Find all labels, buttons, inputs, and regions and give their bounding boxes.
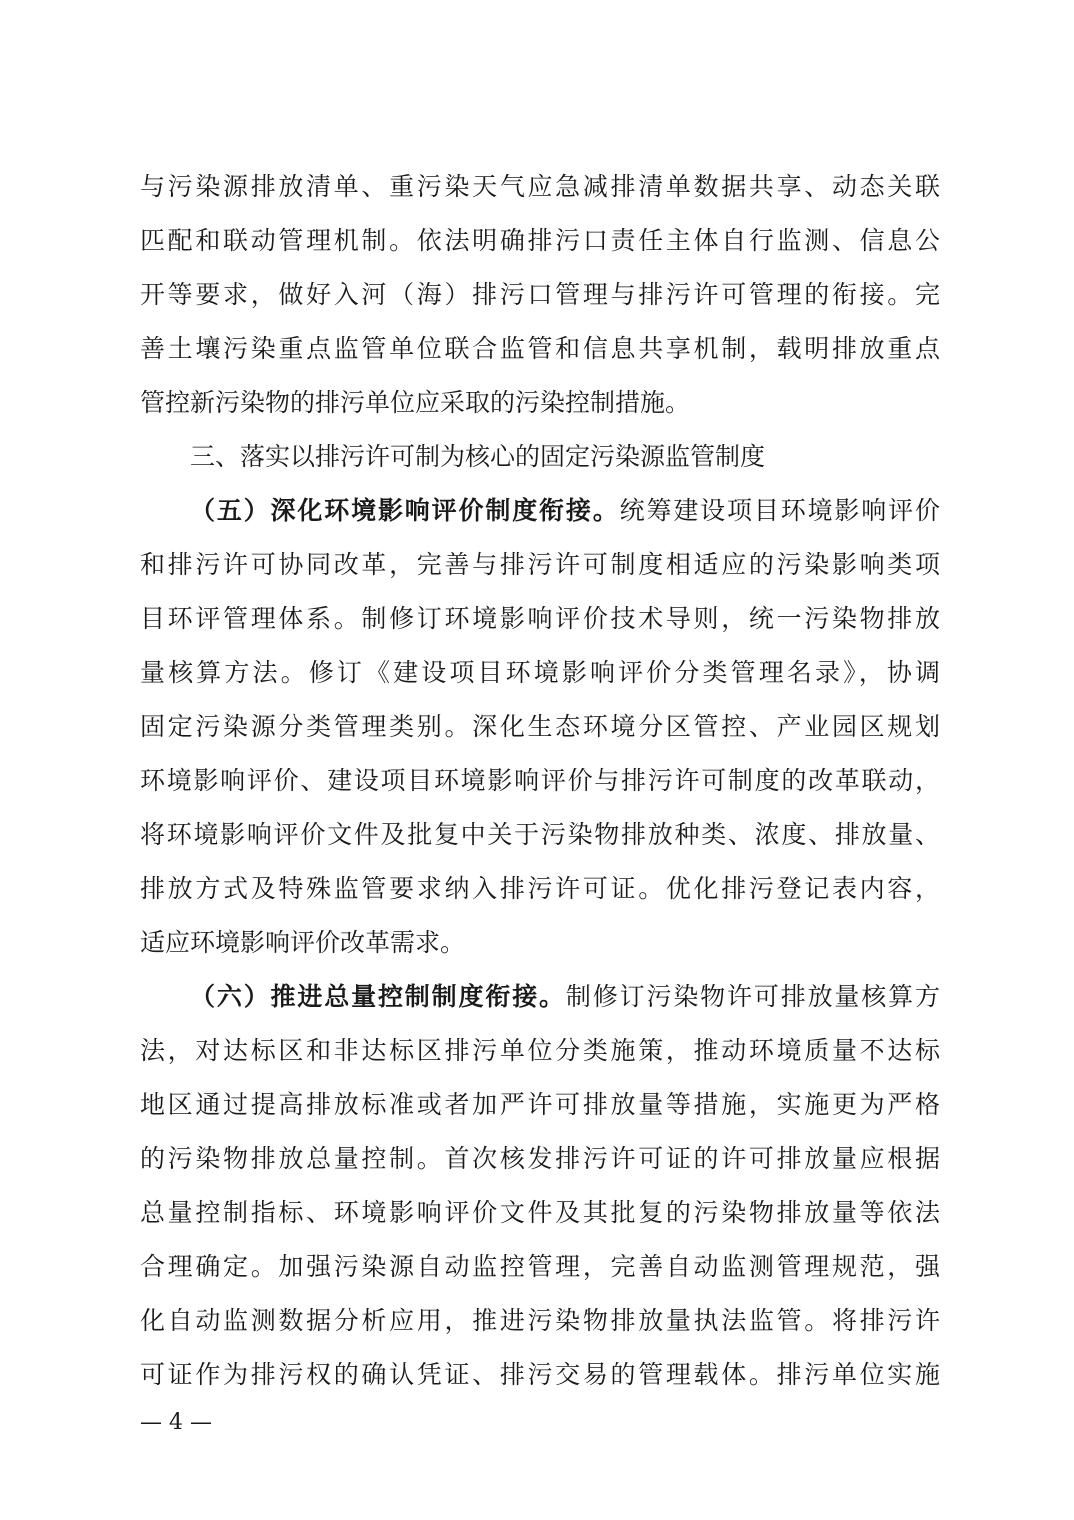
text-line: 将环境影响评价文件及批复中关于污染物排放种类、浓度、排放量、 (140, 820, 940, 849)
text-line: 量核算方法。修订《建设项目环境影响评价分类管理名录》，协调 (140, 658, 940, 687)
text-line: 化自动监测数据分析应用，推进污染物排放量执法监管。将排污许 (140, 1306, 940, 1335)
text-line: 适应环境影响评价改革需求。 (140, 928, 466, 957)
text-line: 合理确定。加强污染源自动监控管理，完善自动监测管理规范，强 (140, 1252, 940, 1281)
text-line: 固定污染源分类管理类别。深化生态环境分区管控、产业园区规划 (140, 712, 940, 741)
text-line: 法，对达标区和非达标区排污单位分类施策，推动环境质量不达标 (140, 1036, 940, 1065)
paragraph-2 (140, 484, 940, 970)
paragraph-lead-rest: 制修订污染物许可排放量核算方 (565, 982, 940, 1011)
paragraph-lead-rest: 统筹建设项目环境影响评价 (619, 496, 940, 525)
text-line: 目环评管理体系。制修订环境影响评价技术导则，统一污染物排放 (140, 604, 940, 633)
text-line: 总量控制指标、环境影响评价文件及其批复的污染物排放量等依法 (140, 1198, 940, 1227)
text-line: 和排污许可协同改革，完善与排污许可制度相适应的污染影响类项 (140, 550, 940, 579)
paragraph-lead: （六）推进总量控制制度衔接。 (190, 982, 566, 1011)
paragraph-1 (140, 160, 940, 430)
document-body (140, 160, 940, 1402)
text-line: 与污染源排放清单、重污染天气应急减排清单数据共享、动态关联 (140, 172, 940, 201)
text-line: 开等要求，做好入河（海）排污口管理与排污许可管理的衔接。完 (140, 280, 940, 309)
paragraph-3 (140, 970, 940, 1402)
text-line: 排放方式及特殊监管要求纳入排污许可证。优化排污登记表内容， (140, 874, 940, 903)
text-line: 环境影响评价、建设项目环境影响评价与排污许可制度的改革联动， (140, 766, 940, 795)
text-line: 的污染物排放总量控制。首次核发排污许可证的许可排放量应根据 (140, 1144, 940, 1173)
text-line: 管控新污染物的排污单位应采取的污染控制措施。 (140, 388, 691, 417)
text-line (140, 484, 940, 538)
page-number: — 4 — (140, 1410, 212, 1435)
paragraph-lead: （五）深化环境影响评价制度衔接。 (190, 496, 620, 525)
text-line: 善土壤污染重点监管单位联合监管和信息共享机制，载明排放重点 (140, 334, 940, 363)
text-line: 地区通过提高排放标准或者加严许可排放量等措施，实施更为严格 (140, 1090, 940, 1119)
text-line (140, 970, 940, 1024)
section-heading: 三、落实以排污许可制为核心的固定污染源监管制度 (190, 442, 766, 471)
text-line: 匹配和联动管理机制。依法明确排污口责任主体自行监测、信息公 (140, 226, 940, 255)
text-line: 可证作为排污权的确认凭证、排污交易的管理载体。排污单位实施 (140, 1360, 940, 1389)
